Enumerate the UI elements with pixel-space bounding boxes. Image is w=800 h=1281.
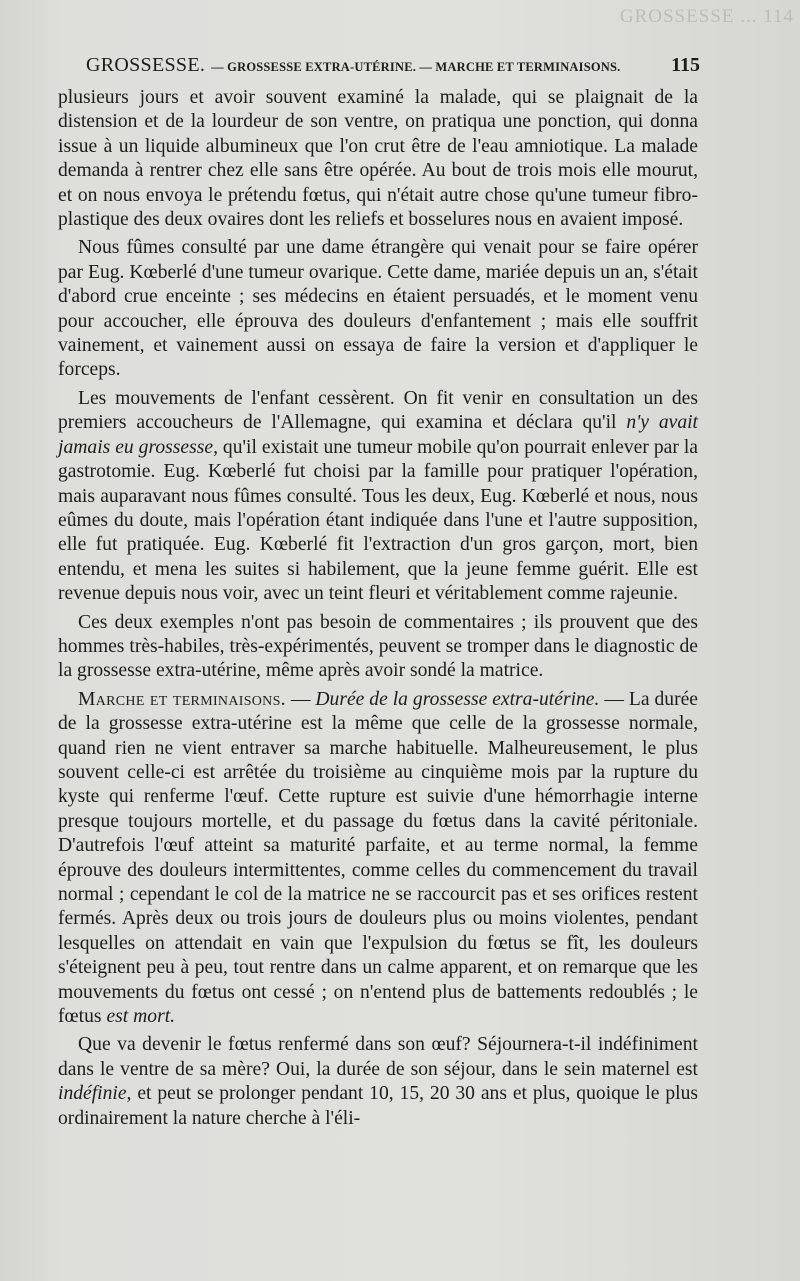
header-subtitle: — GROSSESSE EXTRA-UTÉRINE. — MARCHE ET TERMINAISONS.	[211, 60, 621, 74]
paragraph-3-text-a: Les mouvements de l'enfant cessèrent. On fit venir en consultation un des premiers accoucheurs de l'Allemagne, qui examina et déclara qu'il	[58, 387, 698, 434]
paragraph-6	[58, 1033, 698, 1131]
section-subheading: Durée de la grossesse extra-utérine.	[315, 688, 600, 710]
bleed-through-text: GROSSESSE ... 114	[619, 6, 794, 27]
paragraph-6-italic: indéfinie,	[58, 1083, 132, 1105]
paragraph-5-text: — La durée de la grossesse extra-utérine est la même que celle de la grossesse normale, quand rien ne vient entraver sa marche habituelle. Malheureusement, le plus souvent celle-ci est arrêtée du troisième au cinquième mois par la rupture du kyste qui renferme l'œuf. Cette rupture est suivie d'une hémorrhagie interne presque toujours mortelle, et du passage du fœtus dans la cavité péritoniale. D'autrefois l'œuf atteint sa maturité parfaite, et au terme normal, la femme éprouve des douleurs intermittentes, comme celles du commencement du travail normal ; cependant le col de la matrice ne se raccourcit pas et ses orifices restent fermés. Après deux ou trois jours de douleurs plus ou moins violentes, pendant lesquelles on attendait en vain que l'expulsion du fœtus se fît, les douleurs s'éteignent peu à peu, tout rentre dans un calme apparent, et on remarque que les mouvements du fœtus ont cessé ; on n'entend plus de battements redoublés ; le fœtus	[58, 688, 699, 1028]
paragraph-2: Nous fûmes consulté par une dame étrangère qui venait pour se faire opérer par Eug. Kœberlé d'une tumeur ovarique. Cette dame, mariée depuis un an, s'était d'abord crue enceinte ; ses médecins en étaient persuadés, et le moment venu pour accoucher, elle éprouva des douleurs d'enfantement ; mais elle souffrit vainement, et vainement aussi on essaya de faire la version et d'appliquer le forceps.	[58, 237, 698, 381]
paragraph-3	[58, 387, 698, 607]
header-title: GROSSESSE.	[86, 54, 206, 76]
paragraph-5-dash: —	[285, 688, 316, 710]
paragraph-6-text-b: et peut se prolonger pendant 10, 15, 20 30 ans et plus, quoique le plus ordinairement la nature cherche à l'éli-	[58, 1083, 698, 1129]
page-body	[58, 86, 698, 1135]
page-number: 115	[671, 54, 700, 76]
section-heading: Marche et terminaisons.	[78, 688, 286, 710]
paragraph-3-italic: n'y avait jamais eu grossesse,	[58, 412, 699, 458]
running-header	[86, 54, 700, 80]
paragraph-6-text-a: Que va devenir le fœtus renfermé dans son œuf? Séjournera-t-il indéfiniment dans le ventre de sa mère? Oui, la durée de son séjour, dans le sein maternel est	[58, 1034, 698, 1080]
paragraph-5-italic: est mort.	[106, 1006, 176, 1028]
paragraph-3-text-b: qu'il existait une tumeur mobile qu'on pourrait enlever par la gastrotomie. Eug. Kœberlé fut choisi par la famille pour pratiquer l'opération, mais auparavant nous fûmes consulté. Tous les deux, Eug. Kœberlé et nous, nous eûmes du doute, mais l'opération étant indiquée dans l'une et l'autre supposition, elle fut pratiquée. Eug. Kœberlé fit l'extraction d'un gros garçon, mort, bien entendu, et mena les suites si habilement, que la jeune femme guérit. Elle est revenue depuis nous voir, avec un teint fleuri et véritablement comme rajeunie.	[58, 436, 698, 605]
paragraph-5	[58, 688, 698, 1030]
paragraph-1: plusieurs jours et avoir souvent examiné la malade, qui se plaignait de la distension et de la lourdeur de son ventre, on pratiqua une ponction, qui donna issue à un liquide albumineux que l'on crut être de l'eau amniotique. La malade demanda à rentrer chez elle sans être opérée. Au bout de trois mois elle mourut, et on nous envoya le prétendu fœtus, qui n'était autre chose qu'une tumeur fibro-plastique des deux ovaires dont les reliefs et bosselures nous en avaient imposé.	[58, 87, 698, 231]
paragraph-4: Ces deux exemples n'ont pas besoin de commentaires ; ils prouvent que des hommes très-habiles, très-expérimentés, peuvent se tromper dans le diagnostic de la grossesse extra-utérine, même après avoir sondé la matrice.	[58, 611, 698, 682]
